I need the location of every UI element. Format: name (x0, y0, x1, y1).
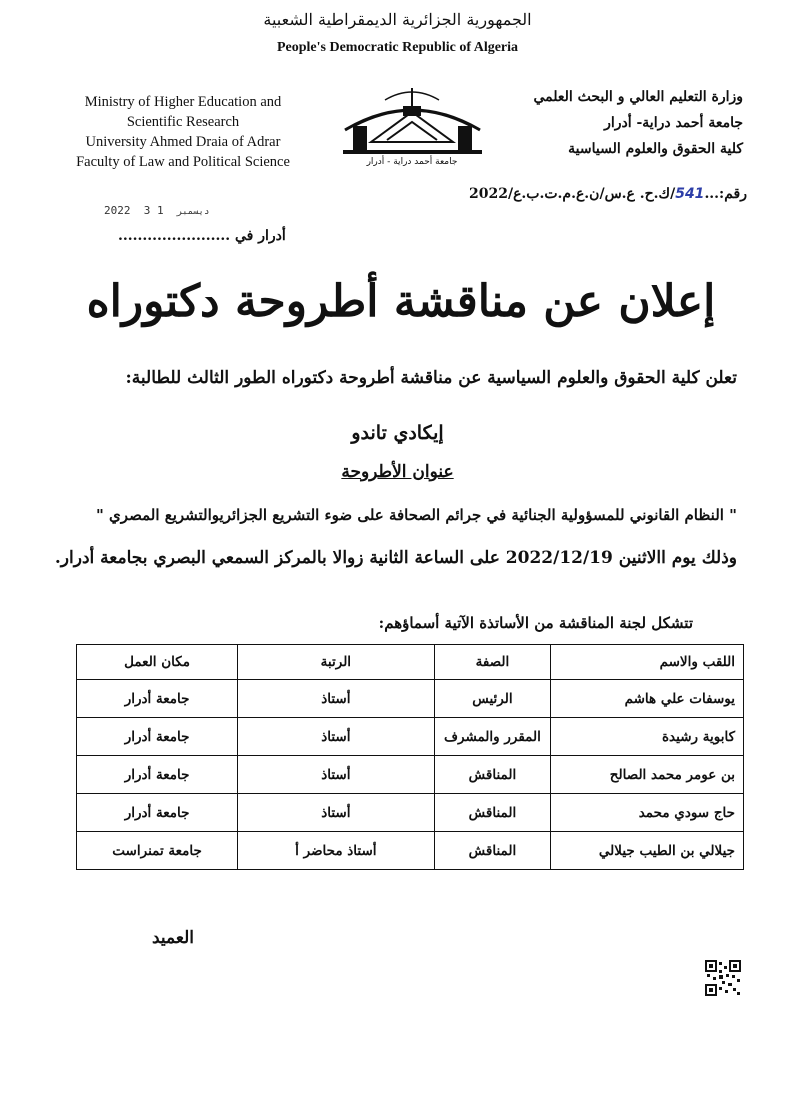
member-role: الرئيس (434, 680, 551, 718)
member-workplace: جامعة أدرار (77, 794, 238, 832)
header-workplace: مكان العمل (77, 645, 238, 680)
member-name: جيلالي بن الطيب جيلالي (551, 832, 744, 870)
table-row (77, 718, 744, 756)
member-name: حاج سودي محمد (551, 794, 744, 832)
member-rank: أستاذ محاضر أ (238, 832, 434, 870)
university-arabic: جامعة أحمد دراية- أدرار (604, 115, 743, 131)
table-row (77, 680, 744, 718)
header-role: الصفة (434, 645, 551, 680)
ministry-line-1: Ministry of Higher Education and (84, 94, 282, 110)
stamp-day: 1 3 (143, 204, 164, 217)
ministry-line-2: Scientific Research (126, 114, 240, 130)
committee-intro: تتشكل لجنة المناقشة من الأساتذة الآتية أسماؤهم: (378, 614, 693, 632)
faculty-line: Faculty of Law and Political Science (76, 154, 290, 170)
country-name-english: People's Democratic Republic of Algeria (276, 40, 519, 55)
member-rank: أستاذ (238, 756, 434, 794)
ministry-arabic: وزارة التعليم العالي و البحث العلمي (533, 89, 743, 105)
student-name: إيكادي تاندو (351, 422, 444, 444)
member-role: المناقش (434, 794, 551, 832)
defense-info: وذلك يوم االاثنين 2022/12/19 على الساعة الثانية زوالا بالمركز السمعي البصري بجامعة أدرار. (54, 548, 737, 568)
member-name: كابوية رشيدة (551, 718, 744, 756)
country-name-arabic: الجمهورية الجزائرية الديمقراطية الشعبية (263, 10, 532, 29)
member-rank: أستاذ (238, 718, 434, 756)
dean-signature-label: العميد (152, 928, 194, 948)
member-name: بن عومر محمد الصالح (551, 756, 744, 794)
member-name: يوسفات علي هاشم (551, 680, 744, 718)
date-stamp (104, 204, 209, 217)
member-role: المناقش (434, 832, 551, 870)
member-workplace: جامعة أدرار (77, 680, 238, 718)
reference-suffix: /ك.ح. ع.س/ن.ع.م.ت.ب.ع/2022 (468, 186, 676, 202)
announcement-intro: تعلن كلية الحقوق والعلوم السياسية عن مناقشة أطروحة دكتوراه الطور الثالث للطالبة: (125, 368, 737, 388)
page-title: إعلان عن مناقشة أطروحة دكتوراه (86, 276, 716, 327)
member-workplace: جامعة تمنراست (77, 832, 238, 870)
committee-table (76, 644, 744, 870)
reference-prefix: رقم:... (704, 186, 747, 202)
faculty-arabic: كلية الحقوق والعلوم السياسية (568, 141, 743, 157)
table-row (77, 832, 744, 870)
thesis-title: " النظام القانوني للمسؤولية الجنائية في جرائم الصحافة على ضوء التشريع الجزائريوالتشريع المصري " (96, 506, 737, 524)
table-header-row (77, 645, 744, 680)
stamp-month: ديسمبر (176, 207, 210, 217)
qr-code-icon (705, 960, 741, 996)
logo-caption: جامعة أحمد دراية - أدرار (366, 157, 458, 167)
member-workplace: جامعة أدرار (77, 756, 238, 794)
header-rank: الرتبة (238, 645, 434, 680)
table-row (77, 794, 744, 832)
member-role: المناقش (434, 756, 551, 794)
university-logo (325, 82, 500, 167)
stamp-year: 2022 (104, 204, 131, 217)
member-rank: أستاذ (238, 680, 434, 718)
header-name: اللقب والاسم (551, 645, 744, 680)
table-row (77, 756, 744, 794)
thesis-label: عنوان الأطروحة (341, 462, 454, 482)
reference-number (469, 186, 747, 202)
reference-handwritten-number: 541 (675, 186, 705, 202)
institution-english (58, 92, 308, 172)
place-date: أدرار في ....................... (118, 228, 286, 244)
university-line: University Ahmed Draia of Adrar (85, 134, 281, 150)
member-role: المقرر والمشرف (434, 718, 551, 756)
member-rank: أستاذ (238, 794, 434, 832)
member-workplace: جامعة أدرار (77, 718, 238, 756)
institution-arabic (493, 84, 743, 162)
